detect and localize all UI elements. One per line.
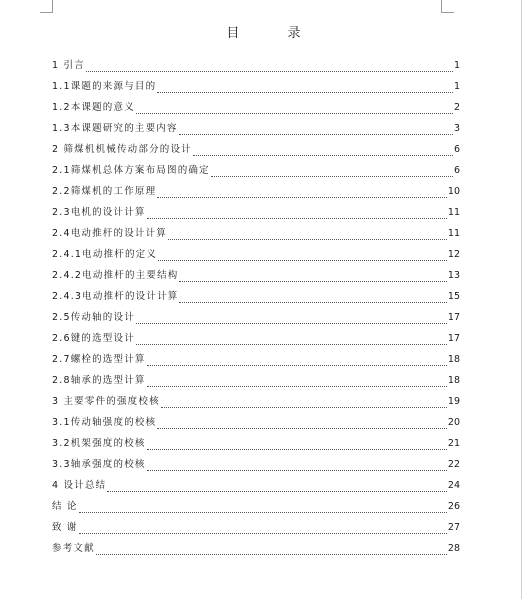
toc-entry[interactable] — [52, 225, 460, 246]
toc-dot-leader — [157, 92, 453, 93]
toc-entry-label: 2 筛煤机机械传动部分的设计 — [52, 144, 192, 155]
toc-entry[interactable] — [52, 183, 460, 204]
toc-entry-page-number: 26 — [447, 501, 460, 512]
toc-entry-label: 3.3轴承强度的校核 — [52, 459, 146, 470]
toc-entry-label: 2.4电动推杆的设计计算 — [52, 228, 168, 239]
page-edge-line — [521, 0, 522, 599]
toc-dot-leader — [147, 365, 447, 366]
toc-entry[interactable] — [52, 498, 460, 519]
toc-entry[interactable] — [52, 519, 460, 540]
toc-title: 目 录 — [226, 26, 323, 41]
toc-entry-page-number: 6 — [453, 165, 460, 176]
toc-entry[interactable] — [52, 246, 460, 267]
toc-entry-page-number: 19 — [447, 396, 460, 407]
table-of-contents — [52, 57, 460, 561]
toc-entry-label: 1.1课题的来源与目的 — [52, 81, 157, 92]
toc-entry[interactable] — [52, 330, 460, 351]
toc-entry-page-number: 27 — [447, 522, 460, 533]
toc-entry-page-number: 11 — [447, 207, 460, 218]
toc-entry-label: 2.5传动轴的设计 — [52, 312, 135, 323]
toc-entry-label: 2.1筛煤机总体方案布局图的确定 — [52, 165, 210, 176]
toc-entry[interactable] — [52, 57, 460, 78]
toc-entry-page-number: 2 — [453, 102, 460, 113]
toc-entry-label: 4 设计总结 — [52, 480, 107, 491]
toc-dot-leader — [136, 323, 447, 324]
toc-entry-page-number: 18 — [447, 375, 460, 386]
toc-dot-leader — [168, 239, 447, 240]
toc-entry[interactable] — [52, 204, 460, 225]
toc-dot-leader — [157, 197, 447, 198]
toc-entry[interactable] — [52, 120, 460, 141]
toc-entry-page-number: 3 — [453, 123, 460, 134]
toc-entry-page-number: 1 — [453, 81, 460, 92]
toc-entry-label: 1 引言 — [52, 60, 85, 71]
toc-entry-page-number: 1 — [453, 60, 460, 71]
toc-dot-leader — [96, 554, 447, 555]
toc-entry-page-number: 21 — [447, 438, 460, 449]
toc-entry-label: 2.7螺栓的选型计算 — [52, 354, 146, 365]
toc-dot-leader — [157, 428, 447, 429]
toc-entry[interactable] — [52, 99, 460, 120]
toc-dot-leader — [107, 491, 447, 492]
toc-entry-label: 2.2筛煤机的工作原理 — [52, 186, 157, 197]
toc-entry-label: 1.3本课题研究的主要内容 — [52, 123, 178, 134]
toc-entry-page-number: 20 — [447, 417, 460, 428]
toc-entry-label: 1.2本课题的意义 — [52, 102, 135, 113]
toc-entry-page-number: 13 — [447, 270, 460, 281]
toc-dot-leader — [147, 449, 447, 450]
toc-dot-leader — [211, 176, 453, 177]
toc-entry[interactable] — [52, 372, 460, 393]
toc-entry-label: 参考文献 — [52, 543, 95, 554]
toc-entry-page-number: 6 — [453, 144, 460, 155]
toc-entry[interactable] — [52, 456, 460, 477]
toc-entry[interactable] — [52, 435, 460, 456]
toc-dot-leader — [79, 512, 447, 513]
toc-entry-label: 2.8轴承的选型计算 — [52, 375, 146, 386]
toc-entry[interactable] — [52, 141, 460, 162]
toc-entry-page-number: 18 — [447, 354, 460, 365]
toc-entry-label: 3.2机架强度的校核 — [52, 438, 146, 449]
toc-entry-page-number: 12 — [447, 249, 460, 260]
toc-dot-leader — [86, 71, 453, 72]
toc-entry[interactable] — [52, 162, 460, 183]
toc-dot-leader — [161, 407, 447, 408]
toc-dot-leader — [147, 470, 447, 471]
toc-entry[interactable] — [52, 309, 460, 330]
toc-entry-label: 3.1传动轴强度的校核 — [52, 417, 157, 428]
toc-entry-label: 致 谢 — [52, 522, 78, 533]
toc-dot-leader — [136, 113, 453, 114]
toc-entry[interactable] — [52, 78, 460, 99]
toc-dot-leader — [147, 386, 447, 387]
toc-entry-label: 2.4.2电动推杆的主要结构 — [52, 270, 179, 281]
toc-entry-page-number: 17 — [447, 312, 460, 323]
toc-entry-page-number: 10 — [447, 186, 460, 197]
toc-dot-leader — [136, 344, 447, 345]
toc-dot-leader — [179, 302, 446, 303]
toc-entry-page-number: 15 — [447, 291, 460, 302]
toc-dot-leader — [193, 155, 453, 156]
toc-entry-label: 2.4.1电动推杆的定义 — [52, 249, 158, 260]
toc-entry[interactable] — [52, 414, 460, 435]
toc-dot-leader — [158, 260, 447, 261]
toc-entry-page-number: 11 — [447, 228, 460, 239]
page-corner-mark-top-left — [40, 0, 53, 13]
toc-entry-page-number: 28 — [447, 543, 460, 554]
toc-entry[interactable] — [52, 477, 460, 498]
toc-entry[interactable] — [52, 351, 460, 372]
toc-entry[interactable] — [52, 540, 460, 561]
toc-entry-page-number: 17 — [447, 333, 460, 344]
toc-dot-leader — [147, 218, 447, 219]
toc-entry[interactable] — [52, 288, 460, 309]
toc-entry-label: 2.4.3电动推杆的设计计算 — [52, 291, 179, 302]
toc-entry-label: 3 主要零件的强度校核 — [52, 396, 160, 407]
toc-entry-page-number: 24 — [447, 480, 460, 491]
toc-entry[interactable] — [52, 393, 460, 414]
page-corner-mark-top-right — [441, 0, 454, 13]
toc-entry-label: 结 论 — [52, 501, 78, 512]
toc-entry-label: 2.6键的选型设计 — [52, 333, 135, 344]
toc-dot-leader — [179, 134, 453, 135]
toc-entry[interactable] — [52, 267, 460, 288]
toc-dot-leader — [79, 533, 447, 534]
toc-dot-leader — [179, 281, 446, 282]
toc-entry-label: 2.3电机的设计计算 — [52, 207, 146, 218]
toc-entry-page-number: 22 — [447, 459, 460, 470]
